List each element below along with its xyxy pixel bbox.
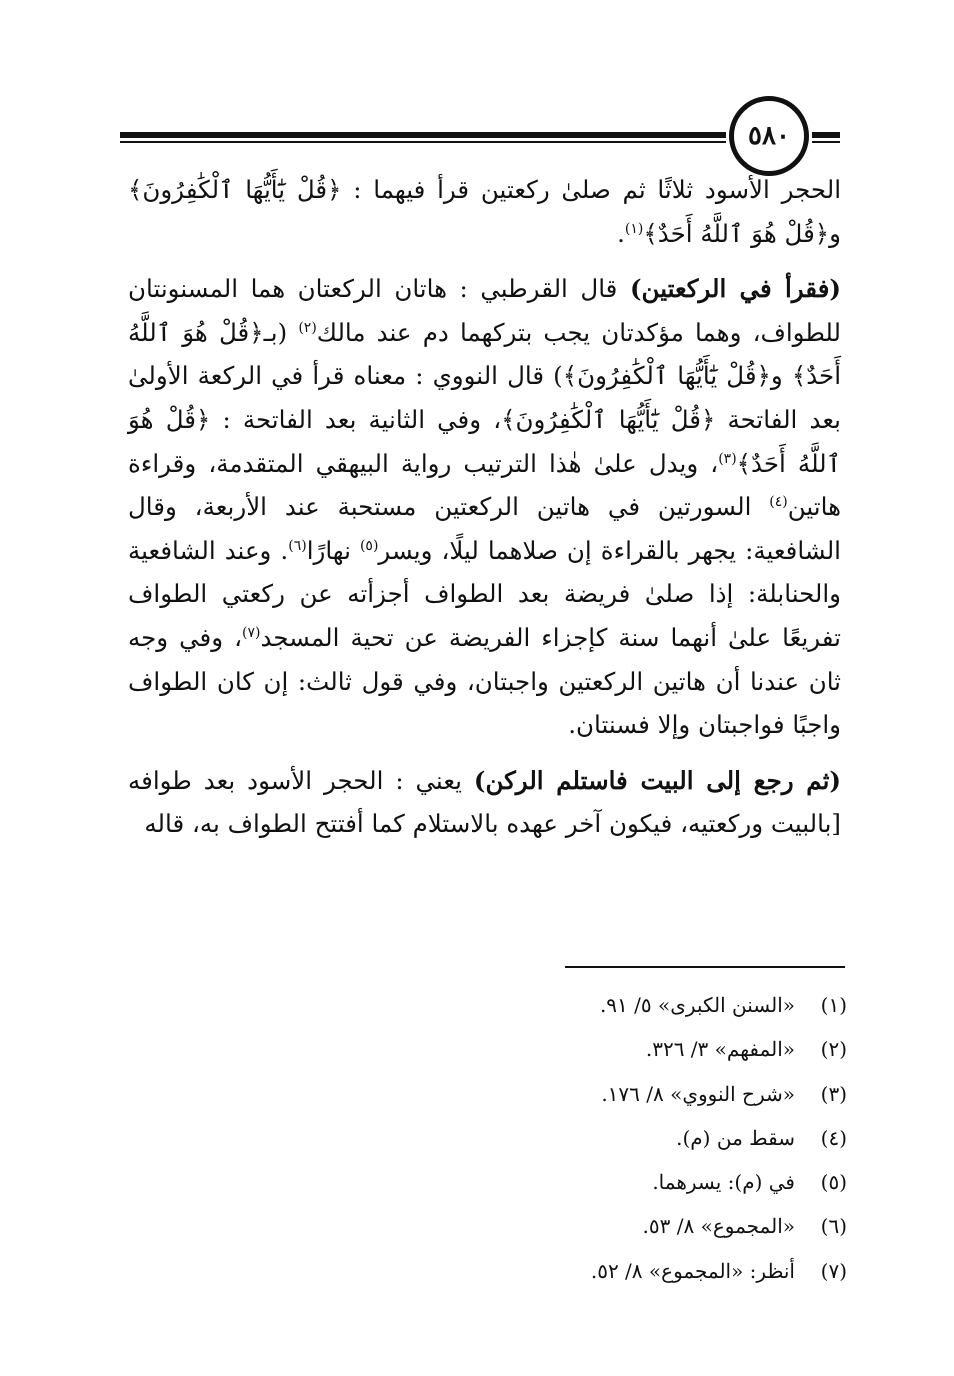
text-segment: (بـ (263, 317, 299, 347)
footnotes (300, 983, 847, 1293)
footnote-number: (٤) (820, 1125, 847, 1150)
footnote-text: في (م): يسرهما. (652, 1170, 795, 1195)
footnote-separator (565, 966, 845, 968)
header-rule-thick (120, 132, 726, 138)
text-segment: . وعند الشافعية والحنابلة: إذا صلىٰ فريضة بعد الطواف أجزأته عن ركعتي الطواف تفريعًا علىٰ أنهما سنة كإجزاء الفريضة عن تحية المسجد (128, 535, 841, 652)
paragraph-3 (128, 759, 841, 846)
footnote-item (300, 1204, 847, 1248)
text-segment: . (617, 218, 625, 248)
matn-quote: (ثم رجع إلى البيت فاستلم الركن) (473, 765, 841, 795)
text-segment: ، وفي وجه ثان عندنا أن هاتين الركعتين واجبتان، وفي قول ثالث: إن كان الطواف واجبًا فواجبتان وإلا فسنتان. (128, 622, 841, 740)
text-segment: السورتين في هاتين الركعتين مستحبة عند الأربعة، وقال الشافعية: يجهر بالقراءة إن صلاهما ليلًا، ويسر (128, 492, 841, 565)
footnote-item (300, 1027, 847, 1071)
footnote-number: (٣) (820, 1081, 847, 1106)
paragraph-2 (128, 267, 841, 747)
footnote-item (300, 983, 847, 1027)
footnote-ref-6[interactable]: (٦) (288, 537, 307, 554)
footnote-text: «المفهم» ٣/ ٣٢٦. (645, 1037, 795, 1062)
quran-verse-kafirun: ﴿قُلْ يَٰٓأَيُّهَا ٱلْكَٰفِرُونَ﴾ (501, 404, 716, 434)
header-rule-right-thin (812, 141, 840, 143)
text-segment: ، ويدل علىٰ هٰذا الترتيب رواية البيهقي المتقدمة، وقراءة هاتين (128, 448, 841, 522)
quran-verse-ikhlas: ﴿قُلْ هُوَ ٱللَّهُ أَحَدٌ﴾ (643, 218, 830, 248)
quran-verse-kafirun: ﴿قُلْ يَٰٓأَيُّهَا ٱلْكَٰفِرُونَ﴾ (562, 361, 771, 391)
text-segment: ) قال النووي : معناه قرأ في الركعة الأولىٰ بعد الفاتحة (128, 361, 841, 434)
text-segment: نهارًا (306, 535, 360, 565)
footnote-item (300, 1160, 847, 1204)
footnote-ref-1[interactable]: (١) (624, 220, 644, 237)
matn-quote: (فقرأ في الركعتين) (629, 274, 841, 304)
footnote-number: (٥) (820, 1170, 847, 1195)
footnote-text: أنظر: «المجموع» ٨/ ٥٢. (590, 1258, 795, 1283)
footnote-number: (٢) (820, 1037, 847, 1062)
text-segment: قال القرطبي : هاتان الركعتان هما المسنونتان للطواف، وهما مؤكدتان يجب بتركهما دم عند مالك (128, 274, 842, 347)
footnote-ref-7[interactable]: (٧) (242, 624, 261, 641)
footnote-text: «السنن الكبرى» ٥/ ٩١. (599, 993, 795, 1017)
footnote-text: سقط من (م). (676, 1125, 795, 1150)
page-number: ٥٨٠ (729, 96, 809, 176)
footnote-ref-3[interactable]: (٣) (718, 450, 737, 467)
footnote-item (300, 1249, 847, 1293)
header-rule-right (812, 132, 840, 138)
quran-verse-ikhlas: ﴿قُلْ هُوَ ٱللَّهُ أَحَدٌ﴾ (128, 404, 841, 478)
page-header (0, 0, 954, 175)
footnote-number: (١) (820, 993, 847, 1017)
main-text (128, 168, 841, 846)
text-segment: و (770, 361, 792, 391)
footnote-text: «المجموع» ٨/ ٥٣. (642, 1214, 795, 1239)
footnote-item (300, 1072, 847, 1116)
quran-verse-kafirun: ﴿قُلْ يَٰٓأَيُّهَا ٱلْكَٰفِرُونَ﴾ (128, 175, 342, 204)
footnote-ref-5[interactable]: (٥) (359, 537, 379, 554)
footnote-ref-2[interactable]: (٢) (298, 319, 317, 336)
footnote-ref-4[interactable]: (٤) (769, 494, 788, 510)
footnote-text: «شرح النووي» ٨/ ١٧٦. (601, 1081, 795, 1106)
quran-verse-ikhlas: ﴿قُلْ هُوَ ٱللَّهُ أَحَدٌ﴾ (128, 317, 842, 391)
paragraph-1 (128, 168, 841, 255)
footnote-number: (٦) (820, 1214, 847, 1239)
text-segment: الحجر الأسود ثلاثًا ثم صلىٰ ركعتين قرأ فيهما : (341, 175, 842, 204)
footnote-number: (٧) (820, 1258, 847, 1283)
footnote-item (300, 1116, 847, 1160)
text-segment: و (829, 218, 841, 248)
text-segment: يعني : الحجر الأسود بعد طوافه [بالبيت وركعتيه، فيكون آخر عهده بالاستلام كما أفتتح الطواف به، قاله (128, 765, 841, 839)
text-segment: ، وفي الثانية بعد الفاتحة : (210, 404, 502, 434)
header-rule-thin (120, 141, 726, 143)
